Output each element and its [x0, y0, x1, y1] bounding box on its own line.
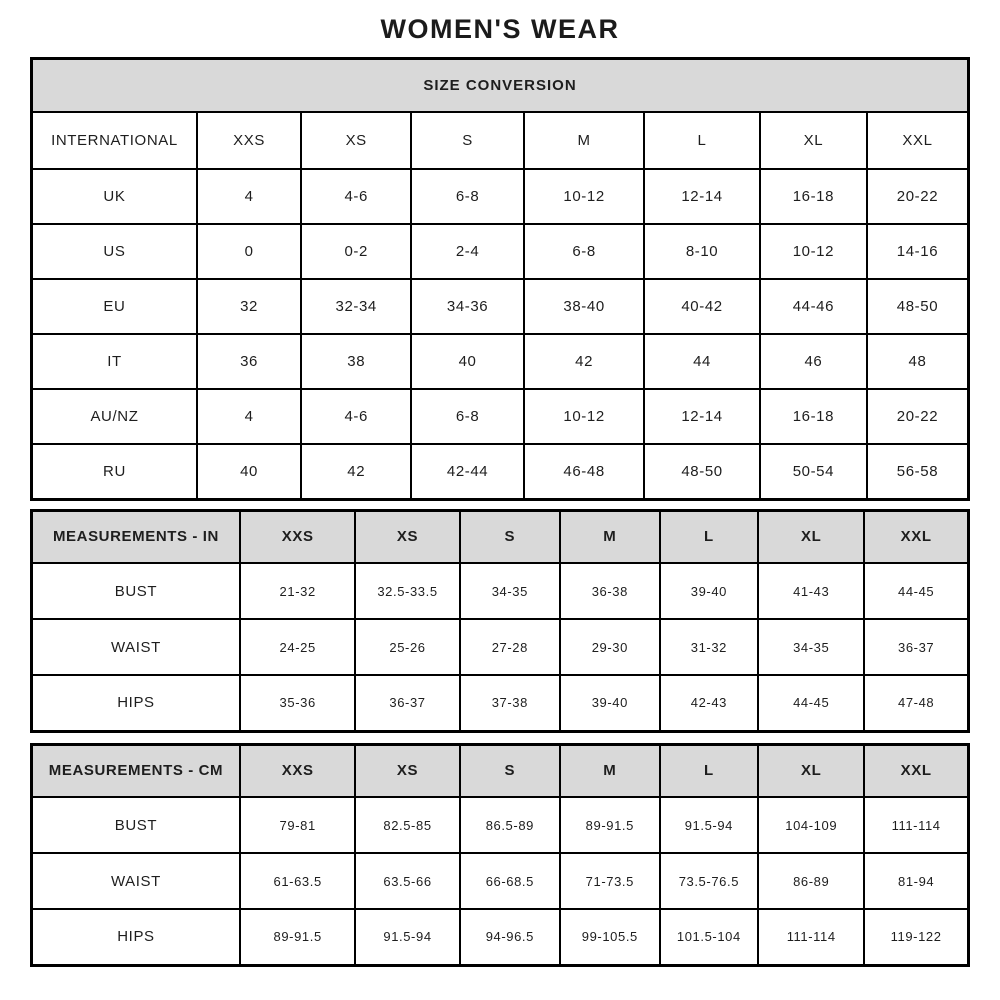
value-cell: 4-6 — [301, 169, 411, 224]
value-cell: 38-40 — [524, 279, 644, 334]
value-cell: 4 — [197, 169, 301, 224]
value-cell: 81-94 — [864, 853, 968, 909]
value-cell: 44-45 — [758, 675, 864, 731]
value-cell: 42 — [524, 334, 644, 389]
value-cell: 34-35 — [460, 563, 560, 619]
size-header-cell: XXL — [864, 510, 968, 563]
table-row — [32, 619, 969, 675]
size-conversion-banner-row — [32, 59, 969, 113]
corner-header-cell: INTERNATIONAL — [32, 112, 197, 169]
value-cell: 4 — [197, 389, 301, 444]
value-cell: 6-8 — [524, 224, 644, 279]
value-cell: 86.5-89 — [460, 797, 560, 853]
value-cell: 42-44 — [411, 444, 524, 499]
value-cell: 42-43 — [660, 675, 759, 731]
table-row — [32, 853, 969, 909]
row-label-cell: RU — [32, 444, 197, 499]
value-cell: 48-50 — [867, 279, 969, 334]
value-cell: 61-63.5 — [240, 853, 355, 909]
size-header-cell: XXS — [240, 510, 355, 563]
table-row — [32, 675, 969, 731]
value-cell: 44 — [644, 334, 760, 389]
value-cell: 38 — [301, 334, 411, 389]
size-header-cell: XL — [760, 112, 867, 169]
value-cell: 91.5-94 — [660, 797, 759, 853]
value-cell: 66-68.5 — [460, 853, 560, 909]
size-header-cell: XL — [758, 510, 864, 563]
value-cell: 40 — [197, 444, 301, 499]
table-row — [32, 224, 969, 279]
table-row — [32, 563, 969, 619]
value-cell: 91.5-94 — [355, 909, 459, 965]
table-row — [32, 334, 969, 389]
size-header-cell: M — [524, 112, 644, 169]
table-row — [32, 279, 969, 334]
value-cell: 50-54 — [760, 444, 867, 499]
row-label-cell: HIPS — [32, 909, 240, 965]
value-cell: 99-105.5 — [560, 909, 660, 965]
size-header-cell: XXL — [867, 112, 969, 169]
value-cell: 0-2 — [301, 224, 411, 279]
row-label-cell: UK — [32, 169, 197, 224]
size-header-cell: XS — [355, 510, 459, 563]
row-label-cell: BUST — [32, 563, 240, 619]
value-cell: 48 — [867, 334, 969, 389]
measurements-cm-header-row — [32, 744, 969, 797]
row-label-cell: WAIST — [32, 619, 240, 675]
value-cell: 20-22 — [867, 169, 969, 224]
value-cell: 12-14 — [644, 389, 760, 444]
value-cell: 25-26 — [355, 619, 459, 675]
size-header-cell: L — [644, 112, 760, 169]
value-cell: 94-96.5 — [460, 909, 560, 965]
size-header-cell: L — [660, 510, 759, 563]
value-cell: 36-37 — [864, 619, 968, 675]
table-row — [32, 169, 969, 224]
value-cell: 16-18 — [760, 169, 867, 224]
size-header-cell: XS — [355, 744, 459, 797]
size-conversion-banner: SIZE CONVERSION — [32, 59, 969, 113]
value-cell: 10-12 — [524, 389, 644, 444]
value-cell: 35-36 — [240, 675, 355, 731]
value-cell: 48-50 — [644, 444, 760, 499]
value-cell: 89-91.5 — [240, 909, 355, 965]
value-cell: 16-18 — [760, 389, 867, 444]
size-header-cell: XL — [758, 744, 864, 797]
measurements-cm-table — [30, 743, 970, 967]
row-label-cell: AU/NZ — [32, 389, 197, 444]
corner-header-cell: MEASUREMENTS - CM — [32, 744, 240, 797]
value-cell: 4-6 — [301, 389, 411, 444]
row-label-cell: HIPS — [32, 675, 240, 731]
value-cell: 39-40 — [560, 675, 660, 731]
value-cell: 40 — [411, 334, 524, 389]
table-row — [32, 797, 969, 853]
value-cell: 6-8 — [411, 389, 524, 444]
row-label-cell: US — [32, 224, 197, 279]
value-cell: 111-114 — [864, 797, 968, 853]
value-cell: 32-34 — [301, 279, 411, 334]
value-cell: 56-58 — [867, 444, 969, 499]
value-cell: 8-10 — [644, 224, 760, 279]
size-header-cell: XXS — [197, 112, 301, 169]
value-cell: 34-36 — [411, 279, 524, 334]
value-cell: 2-4 — [411, 224, 524, 279]
value-cell: 10-12 — [760, 224, 867, 279]
value-cell: 27-28 — [460, 619, 560, 675]
value-cell: 39-40 — [660, 563, 759, 619]
value-cell: 36-38 — [560, 563, 660, 619]
value-cell: 47-48 — [864, 675, 968, 731]
value-cell: 0 — [197, 224, 301, 279]
value-cell: 36 — [197, 334, 301, 389]
value-cell: 73.5-76.5 — [660, 853, 759, 909]
row-label-cell: BUST — [32, 797, 240, 853]
page-title: WOMEN'S WEAR — [380, 14, 620, 44]
value-cell: 119-122 — [864, 909, 968, 965]
size-header-cell: S — [460, 744, 560, 797]
value-cell: 44-45 — [864, 563, 968, 619]
value-cell: 79-81 — [240, 797, 355, 853]
value-cell: 86-89 — [758, 853, 864, 909]
value-cell: 42 — [301, 444, 411, 499]
value-cell: 44-46 — [760, 279, 867, 334]
size-conversion-table — [30, 57, 970, 501]
value-cell: 31-32 — [660, 619, 759, 675]
value-cell: 41-43 — [758, 563, 864, 619]
value-cell: 20-22 — [867, 389, 969, 444]
value-cell: 34-35 — [758, 619, 864, 675]
row-label-cell: WAIST — [32, 853, 240, 909]
value-cell: 14-16 — [867, 224, 969, 279]
measurements-in-table — [30, 509, 970, 733]
row-label-cell: EU — [32, 279, 197, 334]
table-row — [32, 444, 969, 499]
size-header-cell: S — [411, 112, 524, 169]
table-row — [32, 909, 969, 965]
size-header-cell: XS — [301, 112, 411, 169]
size-header-cell: L — [660, 744, 759, 797]
value-cell: 40-42 — [644, 279, 760, 334]
value-cell: 82.5-85 — [355, 797, 459, 853]
measurements-in-header-row — [32, 510, 969, 563]
value-cell: 24-25 — [240, 619, 355, 675]
value-cell: 37-38 — [460, 675, 560, 731]
size-header-cell: XXS — [240, 744, 355, 797]
corner-header-cell: MEASUREMENTS - IN — [32, 510, 240, 563]
size-conversion-header-row — [32, 112, 969, 169]
value-cell: 104-109 — [758, 797, 864, 853]
value-cell: 36-37 — [355, 675, 459, 731]
size-header-cell: XXL — [864, 744, 968, 797]
value-cell: 21-32 — [240, 563, 355, 619]
value-cell: 111-114 — [758, 909, 864, 965]
value-cell: 32 — [197, 279, 301, 334]
value-cell: 71-73.5 — [560, 853, 660, 909]
value-cell: 32.5-33.5 — [355, 563, 459, 619]
size-header-cell: M — [560, 510, 660, 563]
value-cell: 12-14 — [644, 169, 760, 224]
value-cell: 29-30 — [560, 619, 660, 675]
row-label-cell: IT — [32, 334, 197, 389]
value-cell: 46 — [760, 334, 867, 389]
size-header-cell: S — [460, 510, 560, 563]
size-header-cell: M — [560, 744, 660, 797]
value-cell: 6-8 — [411, 169, 524, 224]
value-cell: 63.5-66 — [355, 853, 459, 909]
value-cell: 101.5-104 — [660, 909, 759, 965]
value-cell: 46-48 — [524, 444, 644, 499]
value-cell: 89-91.5 — [560, 797, 660, 853]
table-row — [32, 389, 969, 444]
value-cell: 10-12 — [524, 169, 644, 224]
